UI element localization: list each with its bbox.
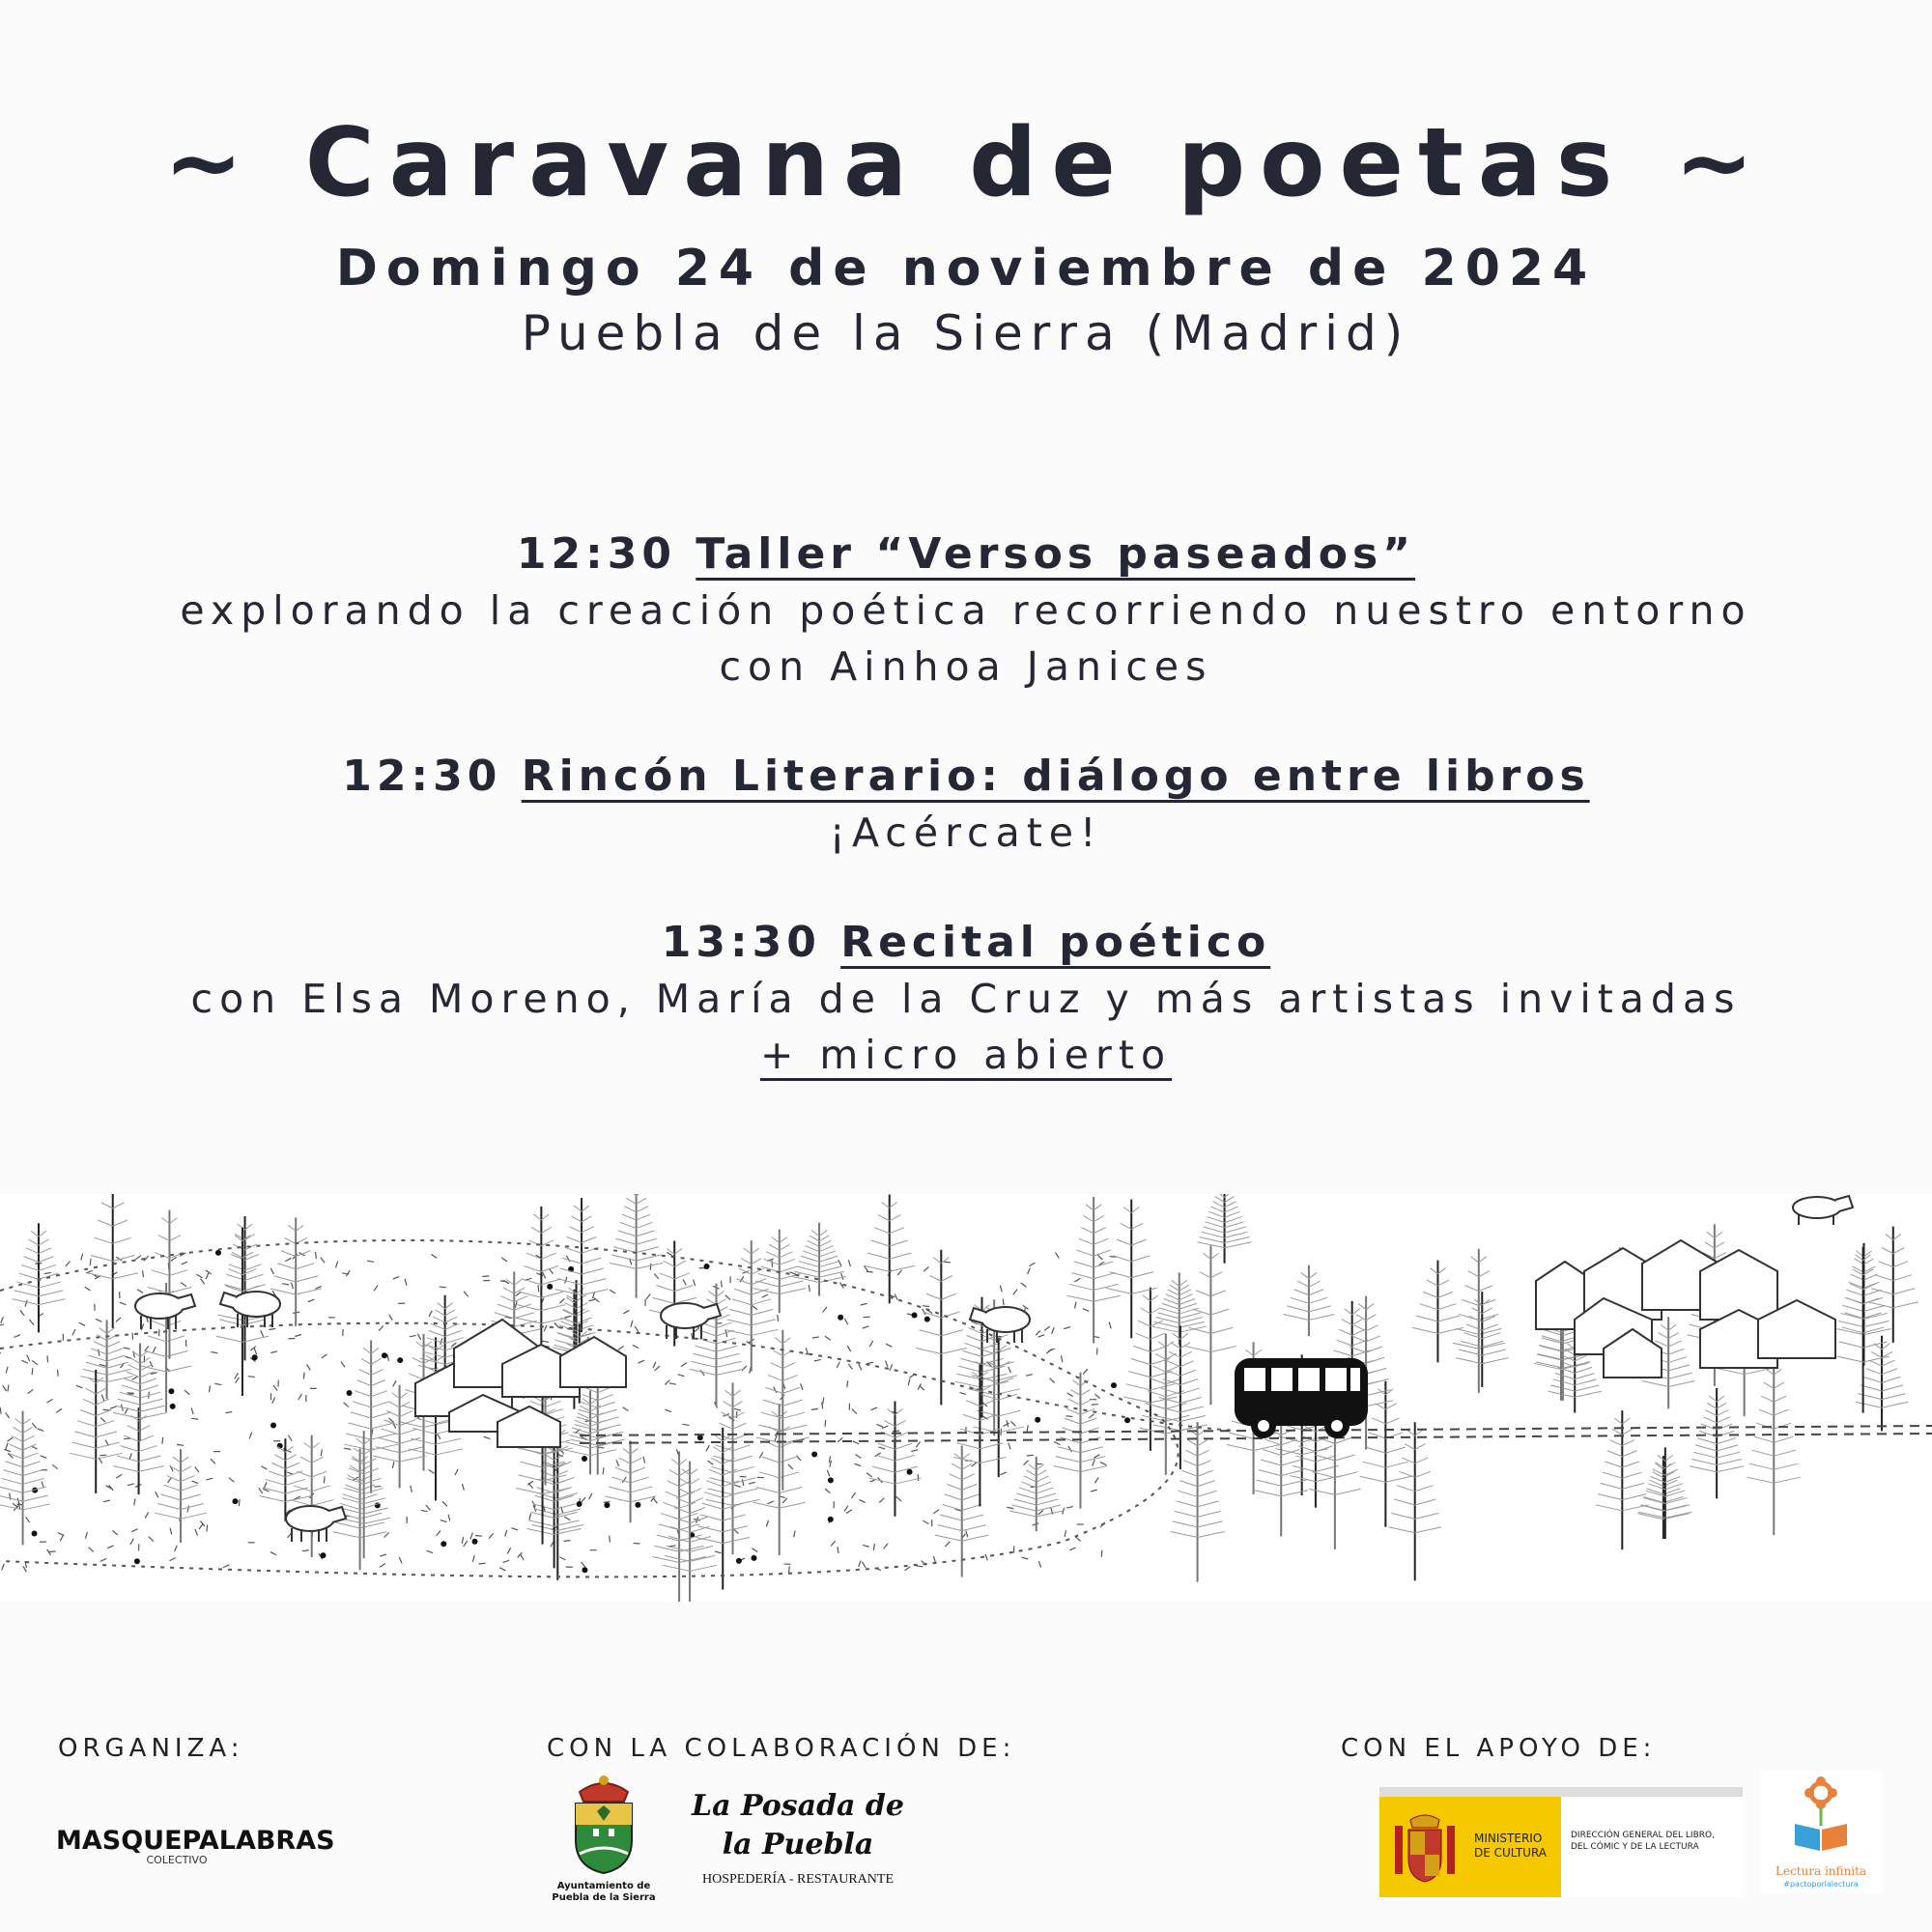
event-2-heading [0,752,1932,801]
spain-coat-of-arms-icon [1391,1810,1459,1886]
event-3-heading [0,918,1932,967]
event-2-time: 12:30 [342,752,502,801]
event-place: Puebla de la Sierra (Madrid) [521,305,1411,361]
direccion-text [1571,1830,1715,1853]
ministerio-line-1: MINISTERIO [1474,1832,1543,1845]
ayuntamiento-logo [547,1773,661,1903]
event-3-line-1: con Elsa Moreno, María de la Cruz y más artistas invitadas [190,976,1742,1022]
ayuntamiento-line-1: Ayuntamiento de [556,1881,651,1891]
masquepalabras-logo [56,1826,335,1866]
direccion-line-1: DIRECCIÓN GENERAL DEL LIBRO, [1571,1831,1715,1840]
coat-of-arms-icon [547,1773,661,1877]
colaboracion-label: CON LA COLABORACIÓN DE: [547,1734,1016,1763]
event-2-line-1: ¡Acércate! [829,810,1103,856]
ayuntamiento-line-2: Puebla de la Sierra [552,1892,656,1903]
event-3-time: 13:30 [661,918,821,967]
lectura-infinita-tag: #pactoporlalectura [1783,1880,1859,1889]
lectura-infinita-logo [1760,1772,1882,1893]
event-3-name: Recital poético [840,918,1271,967]
poster-title: ~ Caravana de poetas ~ [163,108,1769,218]
ministerio-logo [1379,1787,1743,1897]
organizer-sub: COLECTIVO [146,1854,208,1866]
ministerio-line-2: DE CULTURA [1474,1846,1548,1860]
event-1-line-1: explorando la creación poética recorriendo nuestro entorno [180,587,1752,634]
lectura-infinita-name: Lectura infinita [1775,1864,1867,1878]
ministerio-text [1474,1832,1547,1861]
posada-logo [692,1787,904,1903]
open-mic-label: + micro abierto [759,1032,1173,1078]
direccion-line-2: DEL CÓMIC Y DE LA LECTURA [1571,1842,1699,1852]
posada-name: La Posada de la Puebla [692,1789,904,1861]
event-1-name: Taller “Versos paseados” [696,529,1416,579]
event-3-extra [0,1032,1932,1078]
book-flower-icon [1789,1776,1853,1853]
apoyo-label: CON EL APOYO DE: [1341,1734,1657,1763]
event-1-heading [0,529,1932,579]
event-date: Domingo 24 de noviembre de 2024 [335,240,1597,298]
organizer-name: MASQUEPALABRAS [56,1826,335,1856]
event-1-time: 12:30 [516,529,676,579]
organiza-label: ORGANIZA: [58,1734,244,1763]
event-1-line-2: con Ainhoa Janices [719,643,1213,690]
landscape-illustration [0,1194,1932,1602]
posada-sub: HOSPEDERÍA - RESTAURANTE [702,1872,894,1887]
event-2-name: Rincón Literario: diálogo entre libros [521,752,1590,801]
